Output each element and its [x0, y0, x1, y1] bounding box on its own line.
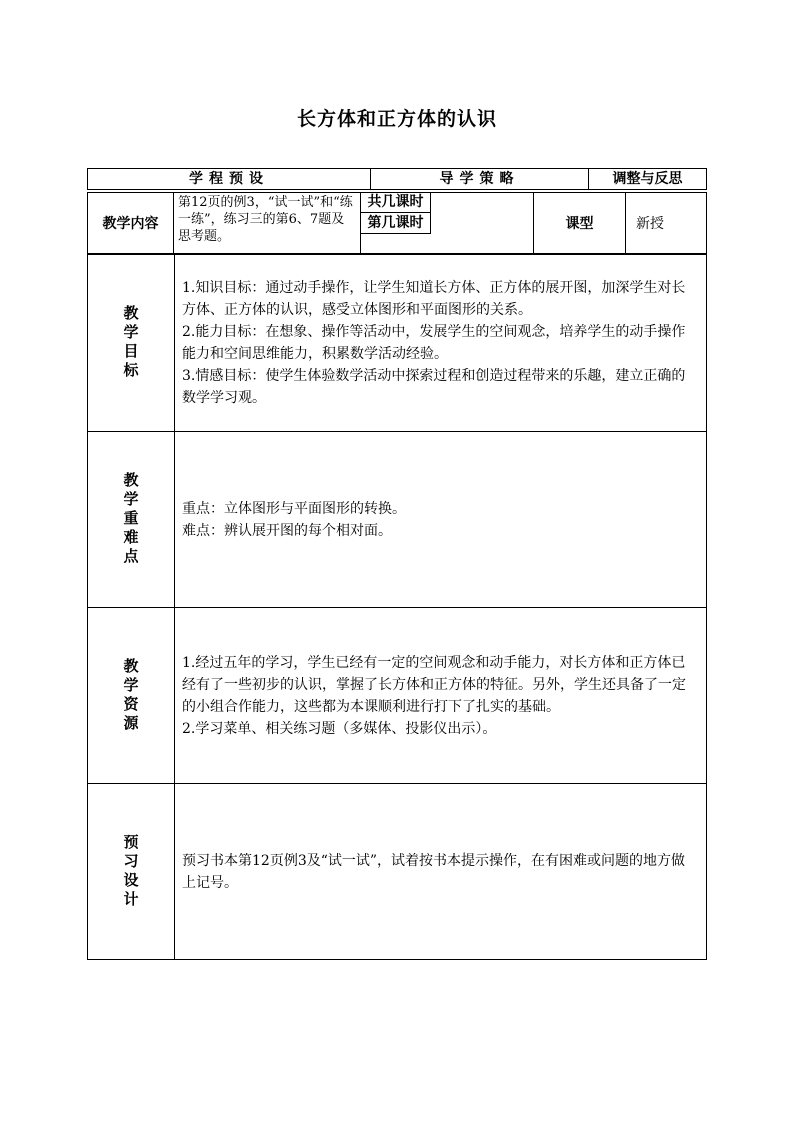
header-col-strategy: 导学策略: [371, 169, 589, 189]
key-points-label: 教学重难点: [121, 472, 140, 567]
resource-line: 2.学习菜单、相关练习题（多媒体、投影仪出示）。: [182, 720, 497, 737]
which-lesson-label: 第几课时: [361, 213, 431, 234]
preview-line: 预习书本第12页例3及“试一试”，试着按书本提示操作，在有困难或问题的地方做上记号。: [182, 852, 686, 891]
content-label: 教学内容: [88, 193, 174, 253]
info-row: [87, 192, 707, 254]
preview-label: 预习设计: [121, 833, 140, 910]
objective-line: 1.知识目标：通过动手操作，让学生知道长方体、正方体的展开图，加深学生对长方体、正方体的认识，感受立体图形和平面图形的关系。: [182, 280, 686, 318]
key-point-line: 难点：辨认展开图的每个相对面。: [182, 522, 392, 539]
objectives-section: [87, 254, 707, 432]
header-row: [87, 168, 707, 190]
objectives-label: 教学目标: [121, 305, 140, 381]
resources-section: [87, 607, 707, 784]
resource-line: 1.经过五年的学习，学生已经有一定的空间观念和动手能力，对长方体和正方体已经有了一些初步的认识，掌握了长方体和正方体的特征。另外，学生还具备了一定的小组合作能力，这些都为本课顺利进行打下了扎实的基础。: [182, 654, 686, 715]
header-col-reflection: 调整与反思: [612, 171, 683, 187]
key-points-body: [174, 432, 706, 607]
objectives-body: [174, 255, 706, 431]
resources-label-cell: [88, 608, 175, 783]
header-col-plan: 学程预设: [88, 169, 371, 189]
type-value: 新授: [636, 216, 664, 232]
content-text: 第12页的例3，“试一试”和“练一练”，练习三的第6、7题及思考题。: [174, 193, 361, 253]
key-points-label-cell: [88, 432, 175, 607]
preview-section: [87, 783, 707, 960]
resources-label: 教学资源: [121, 657, 140, 734]
objective-line: 3.情感目标：使学生体验数学活动中探索过程和创造过程带来的乐趣，建立正确的数学学习观。: [182, 368, 686, 406]
total-lessons-label: 共几课时: [361, 193, 431, 213]
key-point-line: 重点：立体图形与平面图形的转换。: [182, 500, 406, 517]
type-label: 课型: [534, 193, 626, 253]
preview-body: [174, 784, 706, 959]
objectives-label-cell: [88, 255, 175, 431]
preview-label-cell: [88, 784, 175, 959]
page-title: 长方体和正方体的认识: [296, 108, 497, 130]
objective-line: 2.能力目标：在想象、操作等活动中，发展学生的空间观念，培养学生的动手操作能力和空间思维能力，积累数学活动经验。: [182, 324, 686, 362]
lesson-value-cell: [431, 193, 534, 253]
resources-body: [174, 608, 706, 783]
key-points-section: [87, 431, 707, 608]
